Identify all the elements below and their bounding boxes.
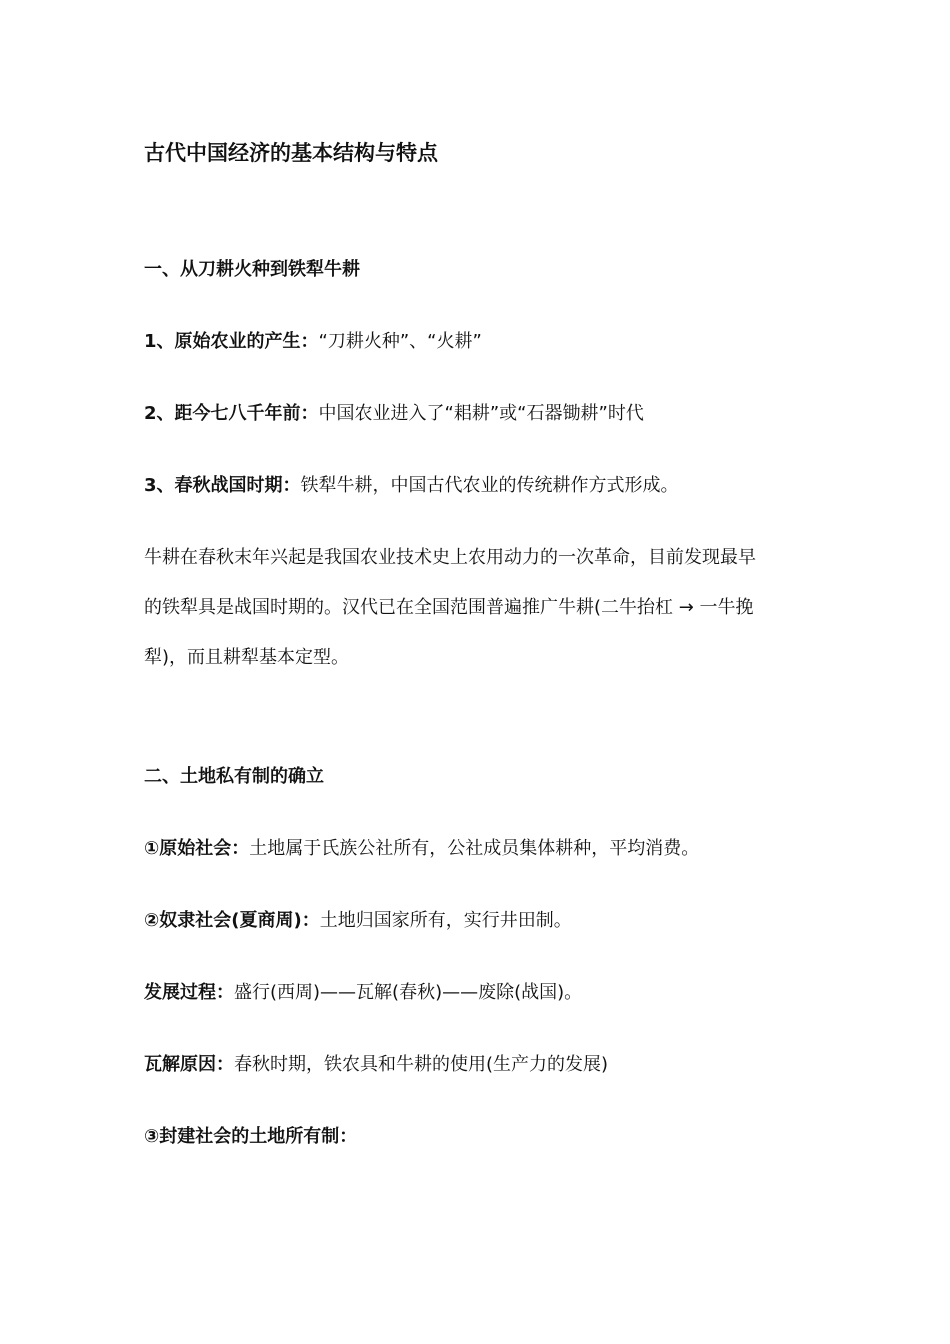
item-text: 中国农业进入了“耜耕”或“石器锄耕”时代: [318, 403, 644, 424]
section-2-item-3: [144, 981, 582, 1005]
section-1-item-1: [144, 330, 482, 354]
paragraph-line-1: 牛耕在春秋末年兴起是我国农业技术史上农用动力的一次革命，目前发现最早: [144, 547, 756, 568]
paragraph-line-3: 犁)，而且耕犁基本定型。: [144, 647, 350, 668]
paragraph-line-2: 的铁犁具是战国时期的。汉代已在全国范围普遍推广牛耕(二牛抬杠 → 一牛挽: [144, 597, 754, 618]
section-2-heading: 二、土地私有制的确立: [144, 766, 324, 787]
item-label: 瓦解原因：: [144, 1054, 234, 1075]
section-1-item-3: [144, 474, 679, 498]
item-text: 土地属于氏族公社所有，公社成员集体耕种，平均消费。: [249, 838, 700, 859]
item-label: 1、原始农业的产生：: [144, 331, 319, 352]
section-1-heading: 一、从刀耕火种到铁犁牛耕: [144, 259, 360, 280]
item-label: 3、春秋战国时期：: [144, 475, 301, 496]
item-text: 铁犁牛耕，中国古代农业的传统耕作方式形成。: [300, 475, 679, 496]
item-label: ①原始社会：: [144, 838, 250, 859]
item-label: ②奴隶社会(夏商周)：: [144, 910, 320, 931]
item-text: 土地归国家所有，实行井田制。: [319, 910, 572, 931]
item-label: 2、距今七八千年前：: [144, 403, 319, 424]
section-1-item-2: [144, 402, 644, 426]
document-title: 古代中国经济的基本结构与特点: [144, 141, 438, 165]
section-2-item-1: [144, 837, 699, 861]
section-2-item-2: [144, 909, 572, 933]
item-label: 发展过程：: [144, 982, 234, 1003]
section-2-item-4: [144, 1053, 608, 1077]
section-2-item-5: [144, 1125, 357, 1149]
item-text: 盛行(西周)——瓦解(春秋)——废除(战国)。: [234, 982, 583, 1003]
item-label: ③封建社会的土地所有制：: [144, 1126, 358, 1147]
item-text: 春秋时期，铁农具和牛耕的使用(生产力的发展): [234, 1054, 609, 1075]
item-text: “刀耕火种”、“火耕”: [318, 331, 482, 352]
